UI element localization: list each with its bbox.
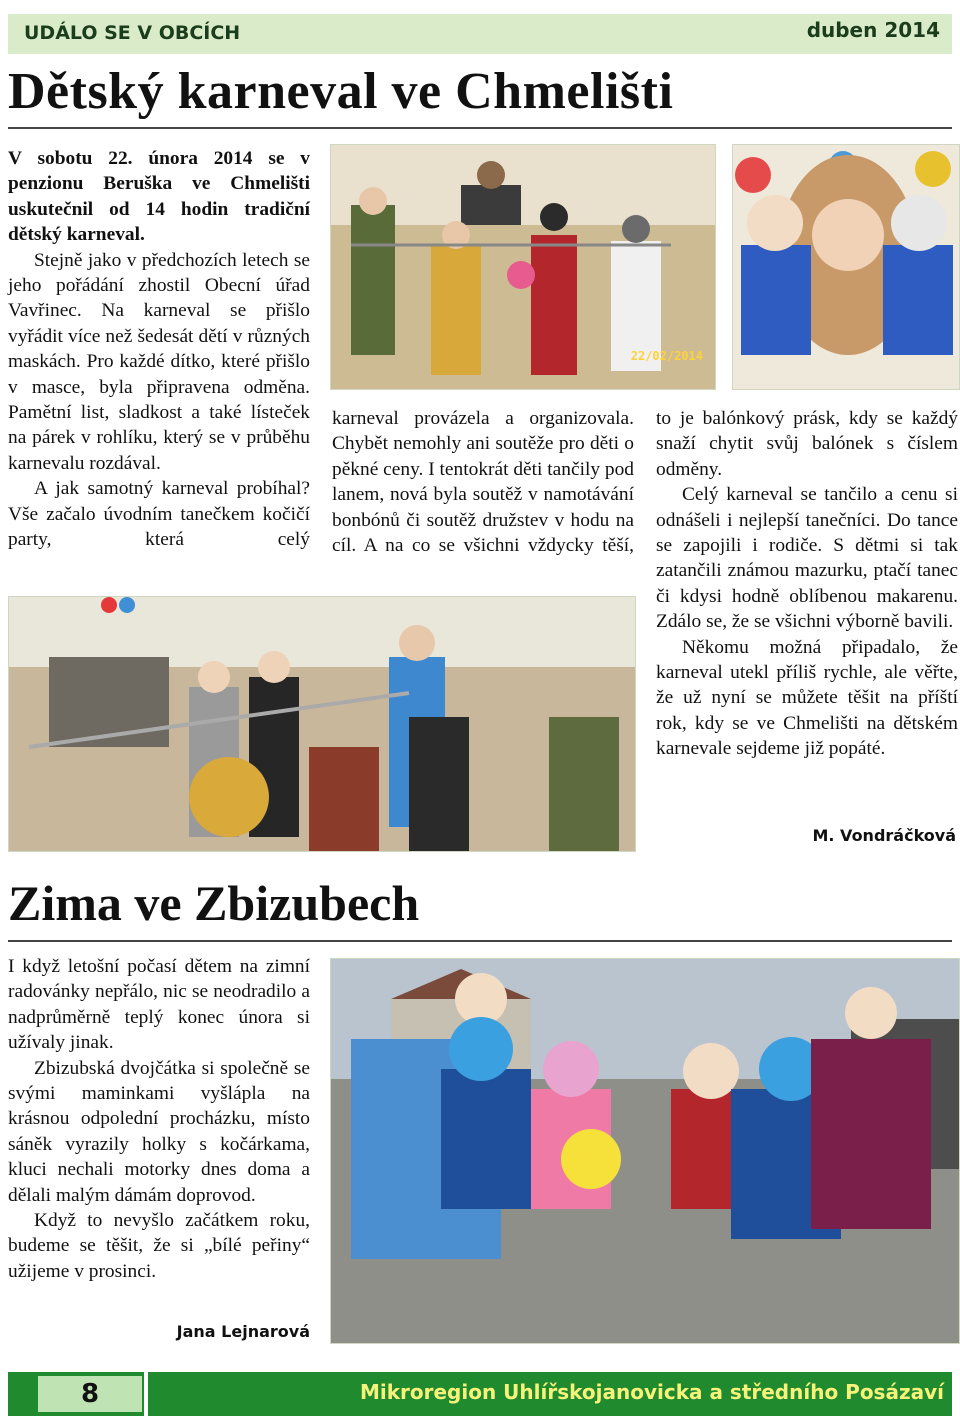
body-paragraph: I když letošní počasí dětem na zimní radovánky nepřálo, nic se neodradilo a nadprůměrně teplý konec února si užívaly jinak.: [8, 956, 310, 1054]
body-paragraph: A jak samotný karneval probíhal? Vše začalo úvodním tanečkem kočičí party, která celý: [8, 478, 310, 551]
section-label: UDÁLO SE V OBCÍCH: [24, 22, 241, 44]
article-title: Dětský karneval ve Chmelišti: [8, 63, 674, 120]
body-paragraph: Když to nevyšlo začátkem roku, budeme se těšit, že si „bílé peřiny“ užijeme v prosinci.: [8, 1210, 310, 1282]
photo-date-stamp: 22/02/2014: [630, 349, 703, 363]
photo-rope-dance-image: [9, 597, 635, 851]
article-column-2: [332, 406, 634, 558]
photo-costumed-children: [330, 144, 716, 390]
article-column-3: [656, 406, 958, 762]
lead-paragraph: V sobotu 22. února 2014 se v penzionu Beruška ve Chmelišti uskutečnil od 14 hodin tradiční dětský karneval.: [8, 148, 310, 246]
article-author: M. Vondráčková: [812, 826, 956, 845]
photo-rope-dance: [8, 596, 636, 852]
photo-cat-mask-host-image: [733, 145, 959, 389]
body-paragraph: Stejně jako v předchozích letech se jeho pořádání zhostil Obecní úřad Vavřinec. Na karneval se přišlo vyřádit více než šedesát dětí v různých maskách. Pro každé dítko, které přišlo v masce, byla připravena odměna. Pamětní list, sladkost a také lísteček na párek v rohlíku, který se v průběhu karnevalu rozdával.: [8, 249, 310, 474]
body-paragraph: Zbizubská dvojčátka si společně se svými maminkami vyšlápla na krásnou odpolední procházku, místo sáněk vyrazily holky s kočárkama, kluci nechali motorky dnes doma a dělali malým dámám doprovod.: [8, 1057, 310, 1206]
title-divider: [8, 940, 952, 942]
body-paragraph: to je balónkový prásk, kdy se každý snaží chytit svůj balónek s číslem odměny.: [656, 408, 958, 480]
photo-cat-mask-host: [732, 144, 960, 390]
publication-name: Mikroregion Uhlířskojanovicka a středního Posázaví: [359, 1380, 944, 1404]
title-divider: [8, 127, 952, 129]
body-paragraph: Celý karneval se tančilo a cenu si odnášeli i nejlepší tanečníci. Do tance se zapojili i rodiče. S dětmi si tak zatančili známou mazurku, ptačí tanec či kdysi hodně oblíbenou makarenu. Zdálo se, že se všichni výborně bavili.: [656, 484, 958, 633]
article-title: Zima ve Zbizubech: [8, 875, 420, 931]
issue-date: duben 2014: [806, 18, 940, 42]
article-author: Jana Lejnarová: [176, 1322, 310, 1341]
photo-winter-walk-image: [331, 959, 959, 1343]
page-number: 8: [38, 1376, 142, 1412]
photo-winter-walk: [330, 958, 960, 1344]
body-paragraph: Někomu možná připadalo, že karneval utekl příliš rychle, ale věřte, že už nyní se můžete těšit na příští rok, kdy se ve Chmelišti na dětském karnevale sejdeme již popáté.: [656, 636, 958, 760]
article-column-1: [8, 146, 310, 553]
body-paragraph: karneval provázela a organizovala. Chybět nemohly ani soutěže pro děti o pěkné ceny. I tentokrát děti tančily pod lanem, nová byla soutěž v namotávání bonbónů či soutěž družstev v hodu na cíl. A na co se všichni vždycky těší,: [332, 408, 634, 557]
article2-column: [8, 954, 310, 1284]
